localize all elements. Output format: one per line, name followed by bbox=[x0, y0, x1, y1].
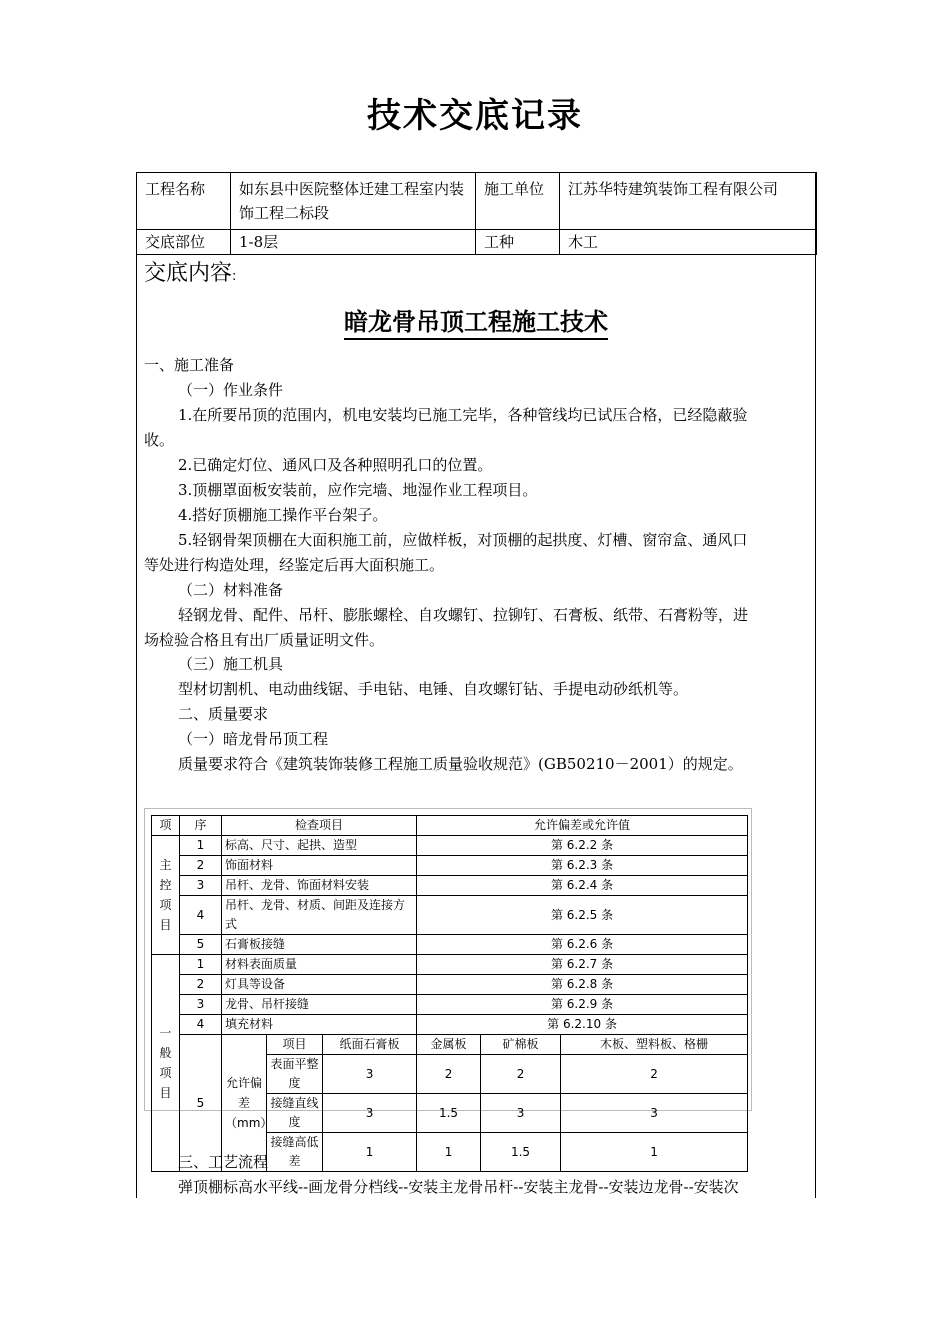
body-line: 2.已确定灯位、通风口及各种照明孔口的位置。 bbox=[178, 456, 493, 474]
body-line: 一、施工准备 bbox=[144, 356, 235, 374]
trade-value: 木工 bbox=[560, 230, 817, 255]
section-title: 暗龙骨吊顶工程施工技术 bbox=[136, 302, 816, 337]
project-label: 工程名称 bbox=[137, 173, 231, 230]
table-row: 3 吊杆、龙骨、饰面材料安装 第 6.2.4 条 bbox=[152, 876, 748, 896]
deviation-row: 接缝高低差 1 1 1.5 1 bbox=[152, 1133, 748, 1172]
header-item: 项 bbox=[152, 816, 180, 836]
quality-table bbox=[151, 815, 748, 1172]
table-row: 5 石膏板接缝 第 6.2.6 条 bbox=[152, 935, 748, 955]
unit-label: 施工单位 bbox=[476, 173, 560, 230]
header-table bbox=[136, 172, 817, 255]
table-row: 2 灯具等设备 第 6.2.8 条 bbox=[152, 975, 748, 995]
body-line: 3.顶棚罩面板安装前，应作完墙、地湿作业工程项目。 bbox=[178, 481, 538, 499]
table-row: 4 吊杆、龙骨、材质、间距及连接方式 第 6.2.5 条 bbox=[152, 896, 748, 935]
deviation-header-row: 5 允许偏差（mm） 项目 纸面石膏板 金属板 矿棉板 木板、塑料板、格栅 bbox=[152, 1035, 748, 1055]
table-row: 4 填充材料 第 6.2.10 条 bbox=[152, 1015, 748, 1035]
deviation-row: 表面平整度 3 2 2 2 bbox=[152, 1055, 748, 1094]
table-row: 主控项目 1 标高、尺寸、起拱、造型 第 6.2.2 条 bbox=[152, 836, 748, 856]
project-value: 如东县中医院整体迁建工程室内装饰工程二标段 bbox=[231, 173, 476, 230]
trade-label: 工种 bbox=[476, 230, 560, 255]
header-check: 检查项目 bbox=[222, 816, 417, 836]
body-line: 质量要求符合《建筑装饰装修工程施工质量验收规范》(GB50210－2001）的规定。 bbox=[178, 755, 743, 773]
main-group-label: 主控项目 bbox=[152, 836, 180, 955]
body-line: （一）暗龙骨吊顶工程 bbox=[178, 730, 329, 748]
header-allow: 允许偏差或允许值 bbox=[417, 816, 748, 836]
table-row: 2 饰面材料 第 6.2.3 条 bbox=[152, 856, 748, 876]
general-group-label: 一般项目 bbox=[152, 955, 180, 1172]
body-line: 收。 bbox=[144, 431, 175, 449]
body-line: 5.轻钢骨架顶棚在大面积施工前，应做样板，对顶棚的起拱度、灯槽、窗帘盒、通风口 bbox=[178, 531, 748, 549]
document-title: 技术交底记录 bbox=[367, 96, 583, 136]
body-line: （三）施工机具 bbox=[178, 655, 284, 673]
deviation-row: 接缝直线度 3 1.5 3 3 bbox=[152, 1094, 748, 1133]
deviation-seq: 5 bbox=[180, 1035, 222, 1172]
body-line: 弹顶棚标高水平线--画龙骨分档线--安装主龙骨吊杆--安装主龙骨--安装边龙骨--安装次 bbox=[178, 1178, 739, 1196]
body-line: 场检验合格且有出厂质量证明文件。 bbox=[144, 631, 385, 649]
body-line: 1.在所要吊顶的范围内，机电安装均已施工完毕，各种管线均已试压合格，已经隐蔽验 bbox=[178, 406, 748, 424]
part-value: 1-8层 bbox=[231, 230, 476, 255]
body-line: （二）材料准备 bbox=[178, 581, 284, 599]
body-line: 二、质量要求 bbox=[178, 705, 269, 723]
table-row: 一般项目 1 材料表面质量 第 6.2.7 条 bbox=[152, 955, 748, 975]
deviation-label: 允许偏差（mm） bbox=[222, 1035, 267, 1172]
header-seq: 序 bbox=[180, 816, 222, 836]
table-row: 3 龙骨、吊杆接缝 第 6.2.9 条 bbox=[152, 995, 748, 1015]
body-line: （一）作业条件 bbox=[178, 381, 284, 399]
content-heading: 交底内容: bbox=[144, 261, 237, 286]
body-line: 等处进行构造处理，经鉴定后再大面积施工。 bbox=[144, 556, 445, 574]
part-label: 交底部位 bbox=[137, 230, 231, 255]
body-line: 型材切割机、电动曲线锯、手电钻、电锤、自攻螺钉钻、手提电动砂纸机等。 bbox=[178, 680, 689, 698]
body-line: 轻钢龙骨、配件、吊杆、膨胀螺栓、自攻螺钉、拉铆钉、石膏板、纸带、石膏粉等，进 bbox=[178, 606, 749, 624]
unit-value: 江苏华特建筑装饰工程有限公司 bbox=[560, 173, 817, 230]
body-line: 三、工艺流程 bbox=[178, 1153, 269, 1171]
body-line: 4.搭好顶棚施工操作平台架子。 bbox=[178, 506, 388, 524]
